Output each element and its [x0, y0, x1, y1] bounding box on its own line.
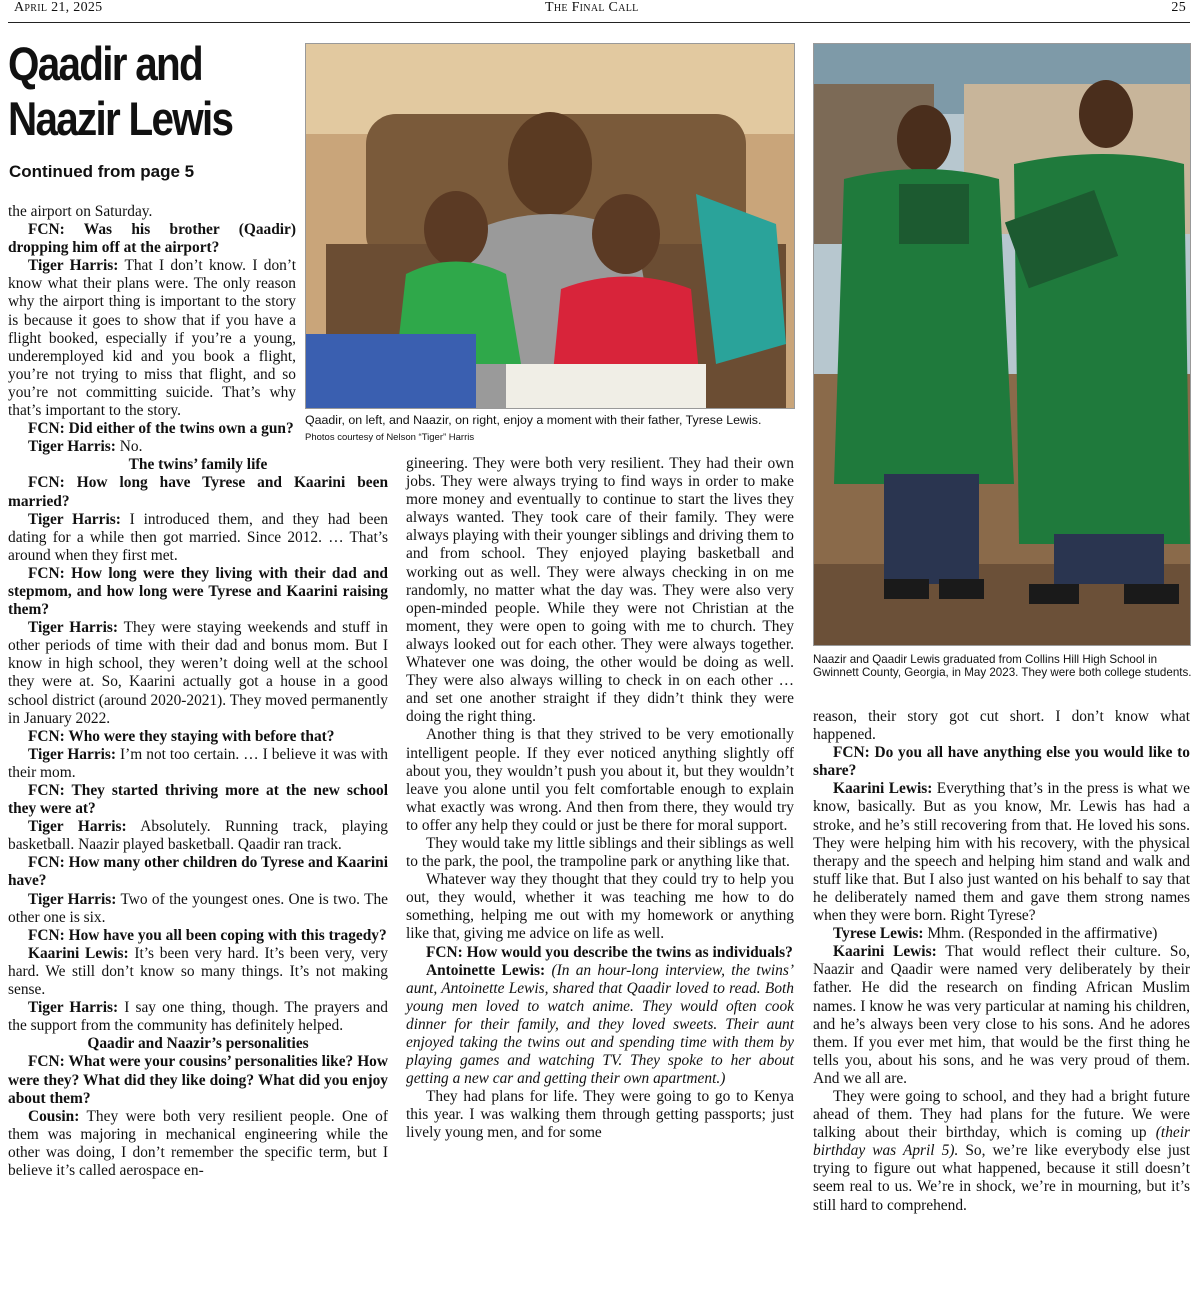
- speaker: Tiger Harris:: [28, 818, 127, 836]
- interview-question: FCN: Did either of the twins own a gun?: [28, 420, 294, 438]
- paragraph: the airport on Saturday.: [8, 203, 153, 220]
- paragraph: They had plans for life. They were going to go to Kenya this year. I was walking them through getting passports; just lively young men, and for some: [406, 1088, 794, 1142]
- interview-answer: [8, 999, 388, 1035]
- speaker: Tiger Harris:: [28, 890, 117, 908]
- speaker: Kaarini Lewis:: [833, 780, 933, 798]
- speaker: Kaarini Lewis:: [28, 944, 129, 962]
- interview-answer: [8, 438, 388, 456]
- interview-question: FCN: They started thriving more at the new school they were at?: [8, 782, 388, 818]
- speaker: Tiger Harris:: [28, 438, 116, 456]
- answer-text: I introduced them, and they had been dating for a while then got married. Since 2012. … That’s around when they first met.: [8, 510, 388, 564]
- interview-question: FCN: How have you all been coping with this tragedy?: [28, 926, 387, 944]
- continued-label: Continued from page 5: [9, 162, 195, 181]
- interview-answer: [8, 257, 296, 420]
- speaker: Tiger Harris:: [28, 510, 121, 528]
- article-column-2: [406, 455, 794, 1143]
- editor-note: (their birthday was April 5).: [813, 1124, 1190, 1160]
- speaker: Tiger Harris:: [28, 257, 119, 275]
- interview-question: FCN: How long were they living with their dad and stepmom, and how long were Tyrese and Kaarini raising them?: [8, 564, 388, 619]
- answer-text: It’s been very hard. It’s been very, very hard. We still don’t know so many things. It’s not making sense.: [8, 944, 388, 999]
- speaker: Tiger Harris:: [28, 745, 117, 763]
- paragraph: Another thing is that they strived to be very emotionally intelligent people. If they ever noticed anything slightly off about you, they wouldn’t push you about it, but they wouldn’t leave you alone until you felt comfortable enough to explain what exactly was wrong. And then from there, they would try to offer any help they could or just be there for moral support.: [406, 726, 794, 834]
- answer-text: That would reflect their culture. So, Naazir and Qaadir were named very deliberately by their father. He did the research on finding African Muslim names. I know he was very particular at naming his children, and he’s always been very close to his sons. And he adores them. If you ever met him, that would be the first thing he tells you, about his sons, and he was very proud of them. And we all are.: [813, 943, 1190, 1087]
- answer-text: Everything that’s in the press is what we know, basically. But as you know, Mr. Lewis has had a stroke, and he’s still recovering from that. He loved his sons. They were helping him with his recovery, with the physical therapy and the speech and helping him stand and walk and stuff like that. But I also just wanted on his behalf to say that he deliberately named them and gave them strong names when they were born. Right Tyrese?: [813, 780, 1190, 925]
- publication-name: The Final Call: [545, 0, 639, 15]
- graduation-photo-caption: Naazir and Qaadir Lewis graduated from Collins Hill High School in Gwinnett County, Georgia, in May 2023. They were both college students.: [813, 653, 1192, 679]
- speaker: Tyrese Lewis:: [833, 925, 924, 943]
- paragraph-text: So, we’re like everybody else just trying to figure out what happened, because it still doesn’t seem real to us. We’re in shock, we’re in mourning, but it’s still hard to comprehend.: [813, 1142, 1190, 1214]
- interview-question: FCN: How would you describe the twins as individuals?: [426, 943, 793, 961]
- interview-answer: [8, 511, 388, 565]
- interview-answer: [8, 1108, 388, 1180]
- answer-text: No.: [115, 438, 143, 456]
- interview-answer: [8, 891, 388, 927]
- interview-answer: [813, 943, 1190, 1088]
- page-header: [8, 0, 1190, 23]
- speaker: Cousin:: [28, 1107, 80, 1125]
- speaker: Tiger Harris:: [28, 619, 118, 637]
- page-number: 25: [1171, 0, 1186, 15]
- interview-answer: [813, 780, 1190, 925]
- interview-answer: [813, 925, 1190, 943]
- interview-question: FCN: Was his brother (Qaadir) dropping him off at the airport?: [8, 221, 296, 257]
- answer-text: I’m not too certain. … I believe it was with their mom.: [8, 745, 389, 781]
- answer-text: I say one thing, though. The prayers and the support from the community has definitely helped.: [8, 999, 388, 1035]
- answer-text: Two of the youngest ones. One is two. The other one is six.: [8, 890, 388, 926]
- interview-question: FCN: Who were they staying with before that?: [28, 727, 335, 745]
- issue-date: April 21, 2025: [14, 0, 103, 15]
- section-subhead: The twins’ family life: [128, 456, 268, 474]
- article-headline: Qaadir and Naazir Lewis: [8, 37, 233, 145]
- interview-question: FCN: Do you all have anything else you would like to share?: [813, 744, 1190, 780]
- article-column-1: [8, 203, 388, 1180]
- speaker: Tiger Harris:: [28, 999, 119, 1017]
- answer-text: They were both very resilient people. One of them was majoring in mechanical engineering while the other was doing, I don’t remember the specific term, but I believe it’s called aerospace en-: [8, 1107, 388, 1179]
- speaker: Antoinette Lewis:: [426, 961, 546, 979]
- article-column-3: [813, 708, 1190, 1215]
- interview-question: FCN: How long have Tyrese and Kaarini been married?: [8, 474, 388, 510]
- paragraph: Whatever way they thought that they could try to help you out, they would, whether it was teaching me how to do something, helping me out with my homework or anything like that, giving me advice on life as well.: [406, 871, 794, 943]
- interview-answer: [8, 746, 388, 782]
- answer-text: Mhm. (Responded in the affirmative): [923, 925, 1158, 943]
- paragraph: reason, their story got cut short. I don’t know what happened.: [813, 708, 1190, 744]
- editor-note: (In an hour-long interview, the twins’ aunt, Antoinette Lewis, shared that Qaadir loved to read. Both young men loved to watch anime. They would often cook dinner for their family, and they loved sweets. Their aunt enjoyed taking the twins out and spending time with them by playing games and watching TV. They spoke to her about getting a new car and getting their own apartment.): [406, 961, 794, 1088]
- interview-question: FCN: What were your cousins’ personalities like? How were they? What did they like doing? What did you enjoy about them?: [8, 1053, 388, 1107]
- interview-question: FCN: How many other children do Tyrese and Kaarini have?: [8, 854, 388, 890]
- graduation-photo: [813, 43, 1191, 646]
- interview-answer: [406, 962, 794, 1089]
- interview-answer: [8, 945, 388, 999]
- paragraph-text: They were going to school, and they had a bright future ahead of them. They had plans for the future. We were talking about their birthday, which is coming up: [813, 1087, 1190, 1142]
- paragraph: They would take my little siblings and their siblings as well to the park, the pool, the trampoline park or anything like that.: [406, 834, 794, 871]
- speaker: Kaarini Lewis:: [833, 943, 937, 961]
- interview-answer: [8, 619, 388, 728]
- answer-text: They were staying weekends and stuff in other periods of time with their dad and bonus mom. But I know in high school, they weren’t doing well at the school they were at. So, Kaarini actually got a house in a good school district (around 2020-2021). They moved permanently in January 2022.: [8, 619, 388, 727]
- interview-answer: [8, 818, 388, 854]
- paragraph: gineering. They were both very resilient. They had their own jobs. They were always trying to find ways in order to make more money and eventually to continue to start the lives they always wanted. They took care of their family. They were always playing with their younger siblings and driving them to and from school. They enjoyed playing basketball and working out as well. They were always checking in on me randomly, no matter what the day was. They were also very open-minded people. While they were not Christian at the moment, they were open to going with me to church. They always looked out for each other. They were always together. Whatever one was doing, the other would be doing as well. They were also always willing to check in on each other … and set one another straight if they didn’t think they were doing the right thing.: [406, 455, 794, 726]
- photo-credit: Photos courtesy of Nelson “Tiger” Harris: [305, 432, 475, 443]
- answer-text: That I don’t know. I don’t know what their plans were. The only reason why the airport thing is important to the story is because it goes to show that if you have a flight booked, especially if you’re a young, underemployed kid and you book a flight, you’re not trying to miss that flight, and so you’re not committing suicide. That’s why that’s important to the story.: [8, 257, 296, 420]
- section-subhead: Qaadir and Naazir’s personalities: [87, 1035, 309, 1053]
- paragraph: [813, 1088, 1190, 1215]
- answer-text: Absolutely. Running track, playing basketball. Naazir played basketball. Qaadir ran track.: [8, 818, 388, 854]
- family-photo-caption: Qaadir, on left, and Naazir, on right, enjoy a moment with their father, Tyrese Lewis.: [305, 413, 762, 427]
